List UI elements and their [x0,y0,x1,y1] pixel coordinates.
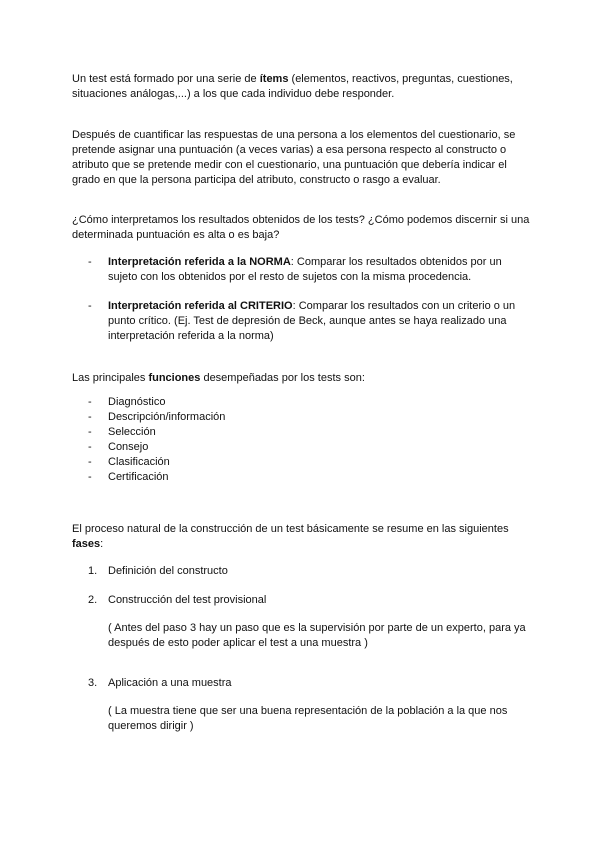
paragraph-functions-intro [72,371,534,386]
function-label: Consejo [108,441,149,453]
p5-suffix: : [100,538,104,550]
norma-text: : Comparar los resultados obtenidos por un sujeto con los obtenidos por el resto de sujetos con la misma procedencia. [108,256,502,283]
criterio-text: : Comparar los resultados con un criterio o un punto crítico. (Ej. Test de depresión de Beck, aunque antes se haya realizado una interpretación referida a la norma) [108,300,516,342]
list-item [88,395,528,410]
dash-marker: - [88,300,92,312]
interpretation-list [88,255,528,344]
list-item [88,410,528,425]
phases-list-item-1 [88,564,528,579]
list-item [88,470,528,485]
dash-marker: - [88,426,92,438]
p4-prefix: Las principales [72,372,149,384]
functions-list [88,395,528,485]
function-label: Diagnóstico [108,396,166,408]
phases-list-item-3 [88,676,528,691]
dash-marker: - [88,456,92,468]
number-marker: 2. [88,594,98,606]
paragraph-phases-intro [72,522,534,552]
phase-label: Construcción del test provisional [108,594,267,606]
dash-marker: - [88,256,92,268]
phase-label: Aplicación a una muestra [108,677,232,689]
paragraph-interpretation-question: ¿Cómo interpretamos los resultados obtenidos de los tests? ¿Cómo podemos discernir si una determinada puntuación es alta o es baja? [72,214,530,241]
list-item [88,564,528,579]
phase-3-note: ( La muestra tiene que ser una buena representación de la población a la que nos queremos dirigir ) [108,705,508,732]
phase-2-note: ( Antes del paso 3 hay un paso que es la supervisión por parte de un experto, para ya después de esto poder aplicar el test a una muestra ) [108,622,526,649]
dash-marker: - [88,441,92,453]
function-label: Descripción/información [108,411,226,423]
p1-bold-items: ítems [259,73,289,85]
list-item [88,676,528,691]
p1-prefix: Un test está formado por una serie de [72,73,260,85]
list-item-criterio [88,299,528,344]
dash-marker: - [88,471,92,483]
dash-marker: - [88,396,92,408]
function-label: Certificación [108,471,169,483]
p4-bold-funciones: funciones [148,372,201,384]
paragraph-items-definition [72,72,534,102]
phases-list-item-2 [88,593,528,608]
list-item [88,455,528,470]
criterio-bold-label: Interpretación referida al CRITERIO [108,300,293,312]
paragraph-scoring: Después de cuantificar las respuestas de una persona a los elementos del cuestionario, se pretende asignar una puntuación (a veces varias) a esa persona respecto al constructo o atributo que se pretende medir con el cuestionario, una puntuación que debería indicar el grado en que la persona participa del atributo, constructo o rasgo a evaluar. [72,129,516,186]
norma-bold-label: Interpretación referida a la NORMA [108,256,291,268]
function-label: Clasificación [108,456,170,468]
number-marker: 3. [88,677,98,689]
p5-prefix: El proceso natural de la construcción de un test básicamente se resume en las siguientes [72,523,509,535]
function-label: Selección [108,426,156,438]
p1-suffix: (elementos, reactivos, preguntas, cuestiones, situaciones análogas,...) a los que cada individuo debe responder. [72,73,513,100]
dash-marker: - [88,411,92,423]
p4-suffix: desempeñadas por los tests son: [200,372,365,384]
number-marker: 1. [88,565,98,577]
phase-label: Definición del constructo [108,565,228,577]
list-item-norma [88,255,528,285]
list-item [88,425,528,440]
p5-bold-fases: fases [72,538,101,550]
list-item [88,593,528,608]
list-item [88,440,528,455]
